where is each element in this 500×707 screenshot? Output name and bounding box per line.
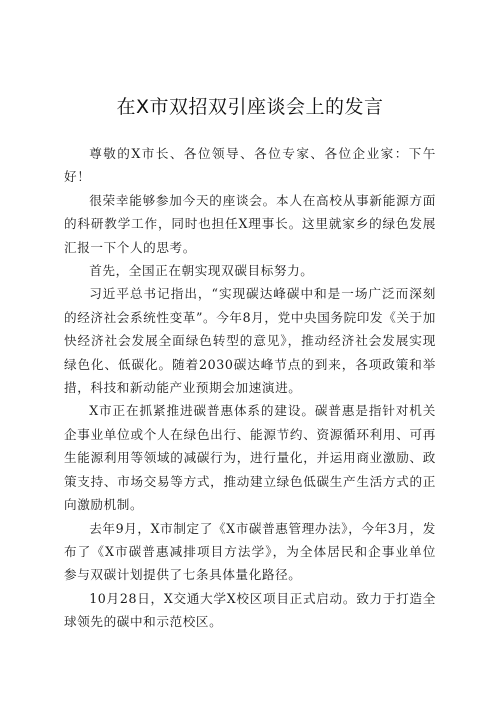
paragraph-campus: 10月28日，X交通大学X校区项目正式启动。致力于打造全球领先的碳中和示范校区。 <box>64 590 436 630</box>
document-title: 在X市双招双引座谈会上的发言 <box>116 96 384 118</box>
paragraph-regulations: 去年9月，X市制定了《X市碳普惠管理办法》，今年3月，发布了《X市碳普惠减排项目方法学》，为全体居民和企事业单位参与双碳计划提供了七条具体量化路径。 <box>64 520 436 583</box>
paragraph-intro: 很荣幸能够参加今天的座谈会。本人在高校从事新能源方面的科研教学工作，同时也担任X理事长。这里就家乡的绿色发展汇报一下个人的思考。 <box>64 192 436 255</box>
paragraph-greeting: 尊敬的X市长、各位领导、各位专家、各位企业家：下午好！ <box>64 146 436 185</box>
document-body <box>64 142 436 634</box>
paragraph-first-point: 首先，全国正在朝实现双碳目标努力。 <box>89 263 314 279</box>
paragraph-carbon-inclusion: X市正在抓紧推进碳普惠体系的建设。碳普惠是指针对机关企事业单位或个人在绿色出行、能源节约、资源循环利用、可再生能源利用等领域的减碳行为，进行量化，并运用商业激励、政策支持、市场交易等方式，推动建立绿色低碳生产生活方式的正向激励机制。 <box>64 403 436 513</box>
paragraph-policy: 习近平总书记指出，“实现碳达峰碳中和是一场广泛而深刻的经济社会系统性变革”。今年8月，党中央国务院印发《关于加快经济社会发展全面绿色转型的意见》，推动经济社会发展实现绿色化、低碳化。随着2030碳达峰节点的到来，各项政策和举措，科技和新动能产业预期会加速演进。 <box>64 286 436 396</box>
